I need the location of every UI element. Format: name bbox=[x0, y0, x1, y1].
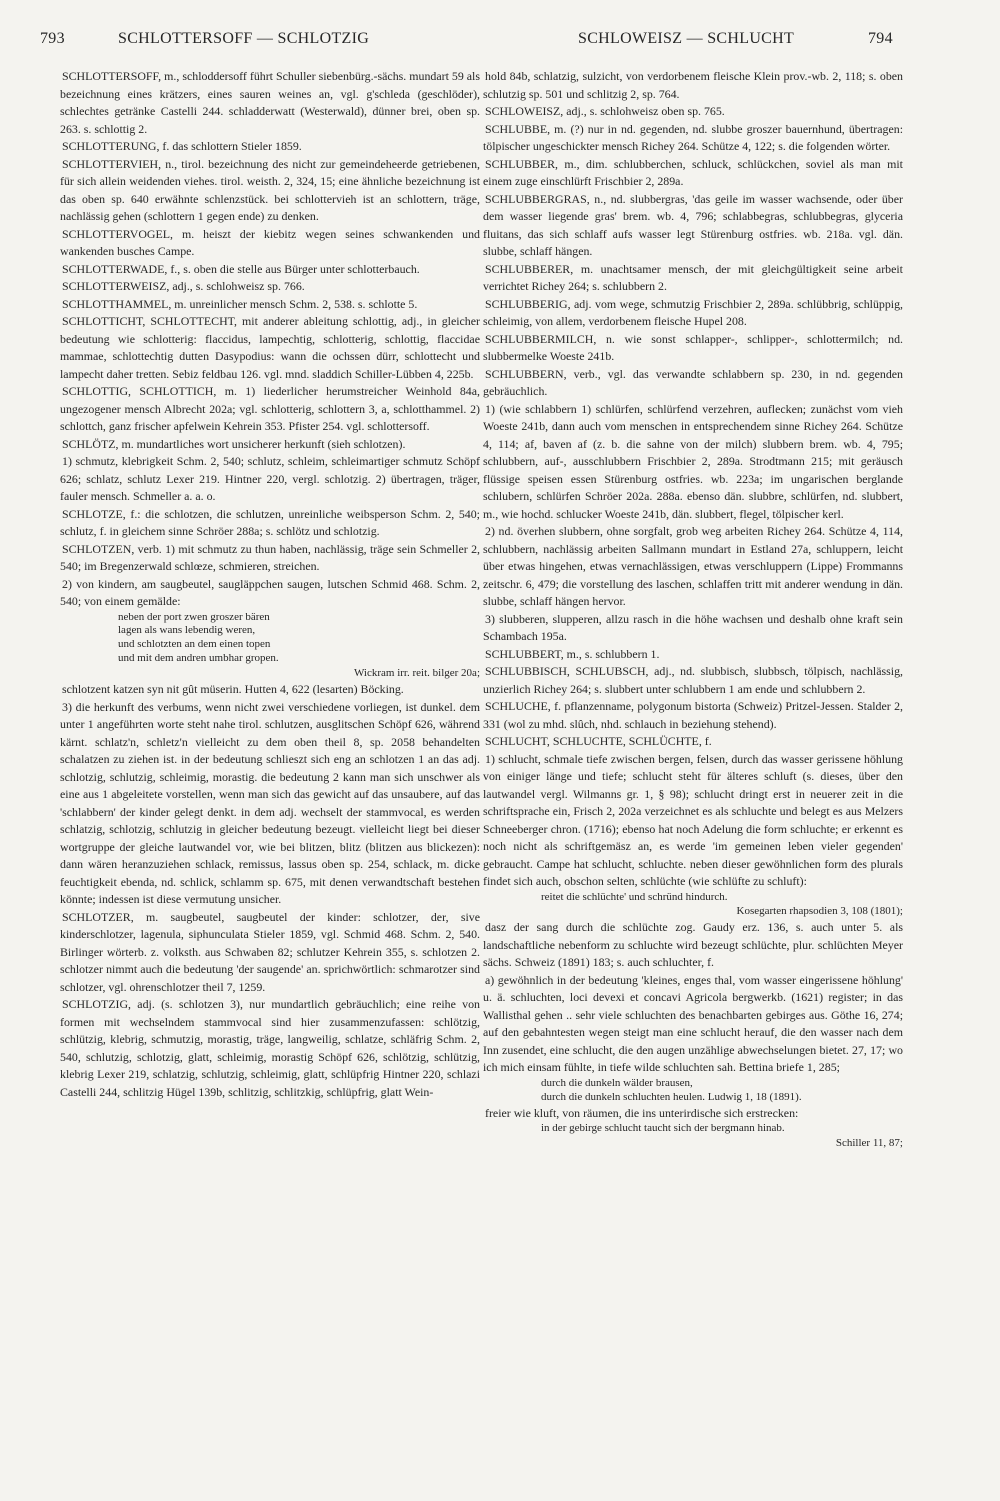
quote-line: und mit dem andren umbhar gropen. bbox=[118, 652, 279, 665]
quote-line: neben der port zwen groszer bären bbox=[118, 610, 270, 623]
entry-paragraph: SCHLUBBE, m. (?) nur in nd. gegenden, nd. slubbe groszer bauernhund, übertragen: tölpischer ungeschickter mensch Richey 264. Schütze 4, 122; s. die folgenden wörter. bbox=[483, 121, 903, 153]
entry-paragraph: 3) die herkunft des verbums, wenn nicht zwei verschiedene vorliegen, ist dunkel. dem unter 1 angeführten worte steht nahe tirol. schlutzen, ausglitschen Schöpf 626, während kärnt. schlatz'n, schletz'n vielleicht zu dem oben theil 8, sp. 2058 behandelten schalatzen zu ziehen ist. in der bedeutung schlieszt sich eng an schlotzen 1 an das adj. schlotzig, schlutzig, schleimig, morastig. die bedeutung 2 kann man sich unschwer als eine aus 1 abgeleitete vorstellen, wenn man sich das gewicht auf das unsaubere, auf das 'schlabbern' der kinder gelegt denkt. in dem adj. wechselt der stammvocal, es werden schlatzig, schlotzig, schlutzig in gleicher bedeutung bezeugt. vielleicht liegt bei dieser wortgruppe der gleiche lautwandel vor, wie bei blitzen, blitz (blitzen aus blickezen): dann wären heranzuziehen schlack, remissus, lassus oben sp. 254, schlack, m. dicke feuchtigkeit ebenda, nd. schlick, schlamm sp. 675, mit denen verwandtschaft bestehen könnte; indessen ist diese vermutung unsicher. bbox=[60, 699, 480, 907]
entry-paragraph: SCHLUCHT, SCHLUCHTE, SCHLÜCHTE, f. bbox=[485, 734, 712, 748]
entry-paragraph: 1) schmutz, klebrigkeit Schm. 2, 540; schlutz, schleim, schleimartiger schmutz Schöpf 626; schlatz, schlutz Lexer 219. Hintner 220, vergl. schlotzig. 2) übertragen, träger, fauler mensch. Schmeller a. a. o. bbox=[60, 454, 480, 503]
right-column bbox=[483, 68, 903, 1151]
entry-paragraph: SCHLÖTZ, m. mundartliches wort unsicherer herkunft (sieh schlotzen). bbox=[62, 436, 406, 451]
quote-line: in der gebirge schlucht taucht sich der bergmann hinab. bbox=[541, 1122, 785, 1135]
entry-paragraph: 2) nd. överhen slubbern, ohne sorgfalt, grob weg arbeiten Richey 264. Schütze 4, 114, schlubbern, nachlässig arbeiten Sallmann mundart in Estland 27a, schluppern, leicht über etwas hingehen, etwas vernachlässigen, etwas verschluppern (Lippe) Frommanns zeitschr. 6, 479; die vorstellung des laschen, schlaffen tritt mit anderer wendung in dän. slubbe, schlaff hängen hervor. bbox=[483, 524, 903, 608]
entry-paragraph: SCHLOTZEN, verb. 1) mit schmutz zu thun haben, nachlässig, träge sein Schmeller 2, 540; im Bregenzerwald schlœze, schmieren, streichen. bbox=[60, 541, 480, 573]
quote-line: lagen als wans lebendig weren, bbox=[118, 624, 256, 637]
right-running-title: SCHLOWEISZ — SCHLUCHT bbox=[578, 30, 795, 47]
entry-paragraph: freier wie kluft, von räumen, die ins unterirdische sich erstrecken: bbox=[485, 1105, 799, 1120]
entry-paragraph: SCHLUBBERN, verb., vgl. das verwandte schlabbern sp. 230, in nd. gegenden gebräuchlich. bbox=[483, 366, 903, 398]
entry-paragraph: SCHLOWEISZ, adj., s. schlohweisz oben sp. 765. bbox=[485, 104, 725, 118]
entry-paragraph: SCHLUBBER, m., dim. schlubberchen, schluck, schlückchen, soviel als man mit einem zuge einschlürft Frischbier 2, 289a. bbox=[483, 156, 903, 188]
quote-source: Wickram irr. reit. bilger 20a; bbox=[353, 667, 480, 680]
entry-paragraph: SCHLOTZIG, adj. (s. schlotzen 3), nur mundartlich gebräuchlich; eine reihe von formen mit wechselndem stammvocal sind hier zusammenzufassen: schlötzig, schlützig, klebrig, schmutzig, morastig, träge, langweilig, schlatze, schläfrig Schm. 2, 540, schlutzig, schlotzig, glatt, schleimig, morastig Schöpf 626, schlötzig, schlützig, klebrig Lexer 219, schlatzig, schlutzig, schleimig, glatt, schlüpfrig Hintner 220, schlazi Castelli 244, schlitzig Hügel 139b, schlitzig, schlitzkig, schlüpfrig, glatt Wein- bbox=[60, 997, 480, 1099]
entry-paragraph: schlotzent katzen syn nit gût müserin. Hutten 4, 622 (lesarten) Böcking. bbox=[62, 682, 404, 697]
entry-paragraph: SCHLOTTERUNG, f. das schlottern Stieler 1859. bbox=[62, 139, 302, 153]
left-column bbox=[60, 68, 480, 1101]
entry-paragraph: a) gewöhnlich in der bedeutung 'kleines, enges thal, vom wasser eingerissene höhlung' u. ä. schluchten, loci devexi et concavi Agricola bergwerkb. (1621) register; in das Wallisthal gehen .. sehr viele schluchten des benachbarten gebirges aus. Göthe 16, 274; auf den gebahntesten wegen steigt man eine schlucht herauf, die den wasser nach dem Inn zusendet, eine schlucht, die den augen unzählige abwechselungen bietet. 27, 17; wo ich mich einsam fühlte, in tiefe wilde schluchten sah. Bettina briefe 1, 285; bbox=[483, 972, 903, 1075]
entry-paragraph: SCHLOTTERWEISZ, adj., s. schlohweisz sp. 766. bbox=[62, 279, 305, 293]
quote-line: und schlotzten an dem einen topen bbox=[118, 638, 271, 651]
quote-line: durch die dunkeln wälder brausen, bbox=[541, 1076, 693, 1089]
entry-paragraph: SCHLOTTERVOGEL, m. heiszt der kiebitz wegen seines schwankenden und wankenden busches Campe. bbox=[60, 226, 480, 258]
entry-paragraph: SCHLOTZER, m. saugbeutel, saugbeutel der kinder: schlotzer, der, sive kinderschlotzer, lagenula, siphunculata Stieler 1859, vgl. Schmid 468. Schm. 2, 540. Birlinger wörterb. z. volksth. aus Schwaben 82; schlutzer Kehrein 355, s. schlotzen 2. schlotzer nimmt auch die bedeutung 'der saugende' an. sprichwörtlich: schmarotzer sind schlotzer, vgl. ohrenschlotzer theil 7, 1259. bbox=[60, 909, 480, 994]
quote-line: reitet die schlüchte' und schründ hindurch. bbox=[541, 890, 728, 903]
entry-paragraph: SCHLOTTICHT, SCHLOTTECHT, mit anderer ableitung schlottig, adj., in gleicher bedeutung wie schlotterig: flaccidus, lampechtig, schlotterig, schlottig, flaccidae mammae, schlottechtig dutten Dasypodius: wann die ochssen dürr, schlottecht und lampecht daher tretten. Sebiz feldbau 126. vgl. mnd. sladdich Schiller-Lübben 4, 225b. bbox=[60, 314, 480, 381]
entry-paragraph: hold 84b, schlatzig, sulzicht, von verdorbenem fleische Klein prov.-wb. 2, 118; s. oben schlutzig sp. 501 und schlitzig 2, sp. 764. bbox=[483, 69, 903, 101]
quote-source: Schiller 11, 87; bbox=[835, 1137, 903, 1150]
entry-paragraph: 1) (wie schlabbern 1) schlürfen, schlürfend verzehren, auflecken; zunächst vom vieh Woeste 241b, dann auch vom menschen in entsprechendem sinne Richey 264. Schütze 4, 114; af, baven af (z. b. die sahne von der milch) slubbern brem. wb. 4, 795; schlubbern, auf-, ausschlubbern Frischbier 2, 289a. Strodtmann 215; mit geräusch flüssige speisen essen Stürenburg ostfries. wb. 223a; im ungarischen berglande schlubern, schlürfen Schröer 202a. 288a. ebenso dän. slubbre, schlürfen, nd. slubbert, m., wie hochd. schlucker Woeste 241b, dän. slubbert, flegel, tölpischer kerl. bbox=[483, 401, 903, 521]
entry-paragraph: SCHLOTTHAMMEL, m. unreinlicher mensch Schm. 2, 538. s. schlotte 5. bbox=[62, 296, 418, 311]
entry-paragraph: SCHLUBBISCH, SCHLUBSCH, adj., nd. slubbisch, slubbsch, tölpisch, nachlässig, unzierlich Richey 264; s. slubbert unter schlubbern 1 am ende und schlubbern 2. bbox=[483, 664, 903, 696]
left-running-title: SCHLOTTERSOFF — SCHLOTZIG bbox=[118, 30, 370, 47]
entry-paragraph: SCHLUCHE, f. pflanzenname, polygonum bistorta (Schweiz) Pritzel-Jessen. Stalder 2, 331 (wol zu mhd. slûch, nhd. schlauch in beziehung stehend). bbox=[483, 699, 903, 731]
entry-paragraph: SCHLUBBERIG, adj. vom wege, schmutzig Frischbier 2, 289a. schlübbrig, schlüppig, schleimig, von allem, verdorbenem fleische Hupel 208. bbox=[483, 296, 903, 328]
quote-source: Kosegarten rhapsodien 3, 108 (1801); bbox=[736, 905, 903, 918]
entry-paragraph: 1) schlucht, schmale tiefe zwischen bergen, felsen, durch das wasser gerissene höhlung von einiger länge und tiefe; schlucht steht für älteres schluft (s. dieses, über den lautwandel vergl. Wilmanns gr. 1, § 98); schlucht dringt erst in neuerer zeit in die schriftsprache ein, Frisch 2, 202a verzeichnet es als schluchte und belegt es aus Melzers Schneeberger chron. (1716); ebenso hat noch Adelung die form schluchte; er erkennt es noch nicht als schriftgemäsz an, es werde 'im gemeinen leben vieler gegenden' gebraucht. Campe hat schlucht, schluchte. neben dieser gewöhnlichen form des plurals findet sich auch, obschon selten, schlüchte (wie schlüfte zu schluft): bbox=[483, 751, 903, 888]
entry-paragraph: 3) slubberen, slupperen, allzu rasch in die höhe wachsen und deshalb ohne kraft sein Schambach 195a. bbox=[483, 611, 903, 643]
entry-paragraph: SCHLOTZE, f.: die schlotzen, die schlutzen, unreinliche weibsperson Schm. 2, 540; schlutz, f. in gleichem sinne Schröer 288a; s. schlötz und schlotzig. bbox=[60, 506, 480, 538]
right-page-number: 794 bbox=[868, 30, 893, 47]
entry-paragraph: SCHLUBBERGRAS, n., nd. slubbergras, 'das geile im wasser wachsende, oder über dem wasser liegende gras' brem. wb. 4, 796; schlabbegras, schlubbegras, glyceria fluitans, das sich schlaff aufs wasser legt Stürenburg ostfries. wb. 218a. vgl. dän. slubbe, schlaff hängen. bbox=[483, 191, 903, 258]
entry-paragraph: dasz der sang durch die schlüchte zog. Gaudy erz. 136, s. auch unter 5. als landschaftliche nebenform zu schluchte wird bezeugt schlüchte, plur. schlüchten Meyer sächs. Schweiz (1891) 183; s. auch schluchter, f. bbox=[483, 920, 903, 970]
entry-paragraph: SCHLOTTERSOFF, m., schloddersoff führt Schuller siebenbürg.-sächs. mundart 59 als bezeichnung eines krätzers, eines sauren weines an, vgl. g'schleda (geschlöder), schlechtes getränke Castelli 244. schladderwatt (Westerwald), dünner brei, oben sp. 263. s. schlottig 2. bbox=[60, 69, 480, 136]
entry-paragraph: SCHLUBBERMILCH, n. wie sonst schlapper-, schlipper-, schlottermilch; nd. slubbermelke Woeste 241b. bbox=[483, 331, 903, 363]
left-page-number: 793 bbox=[40, 30, 65, 47]
quote-line: durch die dunkeln schluchten heulen. Ludwig 1, 18 (1891). bbox=[541, 1090, 802, 1103]
entry-paragraph: 2) von kindern, am saugbeutel, saugläppchen saugen, lutschen Schmid 468. Schm. 2, 540; von einem gemälde: bbox=[60, 576, 480, 608]
entry-paragraph: SCHLOTTIG, SCHLOTTICH, m. 1) liederlicher herumstreicher Weinhold 84a, ungezogener mensch Albrecht 202a; vgl. schlotterig, schlottern 3, a, schlotthammel. 2) schlottch, ganz frischer apfelwein Kehrein 353. Pfister 254. vgl. schlottersoff. bbox=[60, 384, 480, 433]
entry-paragraph: SCHLUBBERT, m., s. schlubbern 1. bbox=[485, 646, 660, 661]
entry-paragraph: SCHLOTTERWADE, f., s. oben die stelle aus Bürger unter schlotterbauch. bbox=[62, 261, 420, 276]
entry-paragraph: SCHLUBBERER, m. unachtsamer mensch, der mit gleichgültigkeit seine arbeit verrichtet Richey 264; s. schlubbern 2. bbox=[483, 261, 903, 293]
entry-paragraph: SCHLOTTERVIEH, n., tirol. bezeichnung des nicht zur gemeindeheerde getriebenen, für sich allein weidenden viehes. tirol. weisth. 2, 324, 15; eine ähnliche bezeichnung ist das oben sp. 640 erwähnte schlenzstück. bei schlottervieh ist an schlottern, träge, nachlässig gehen (schlottern 1 gegen ende) zu denken. bbox=[60, 156, 480, 223]
